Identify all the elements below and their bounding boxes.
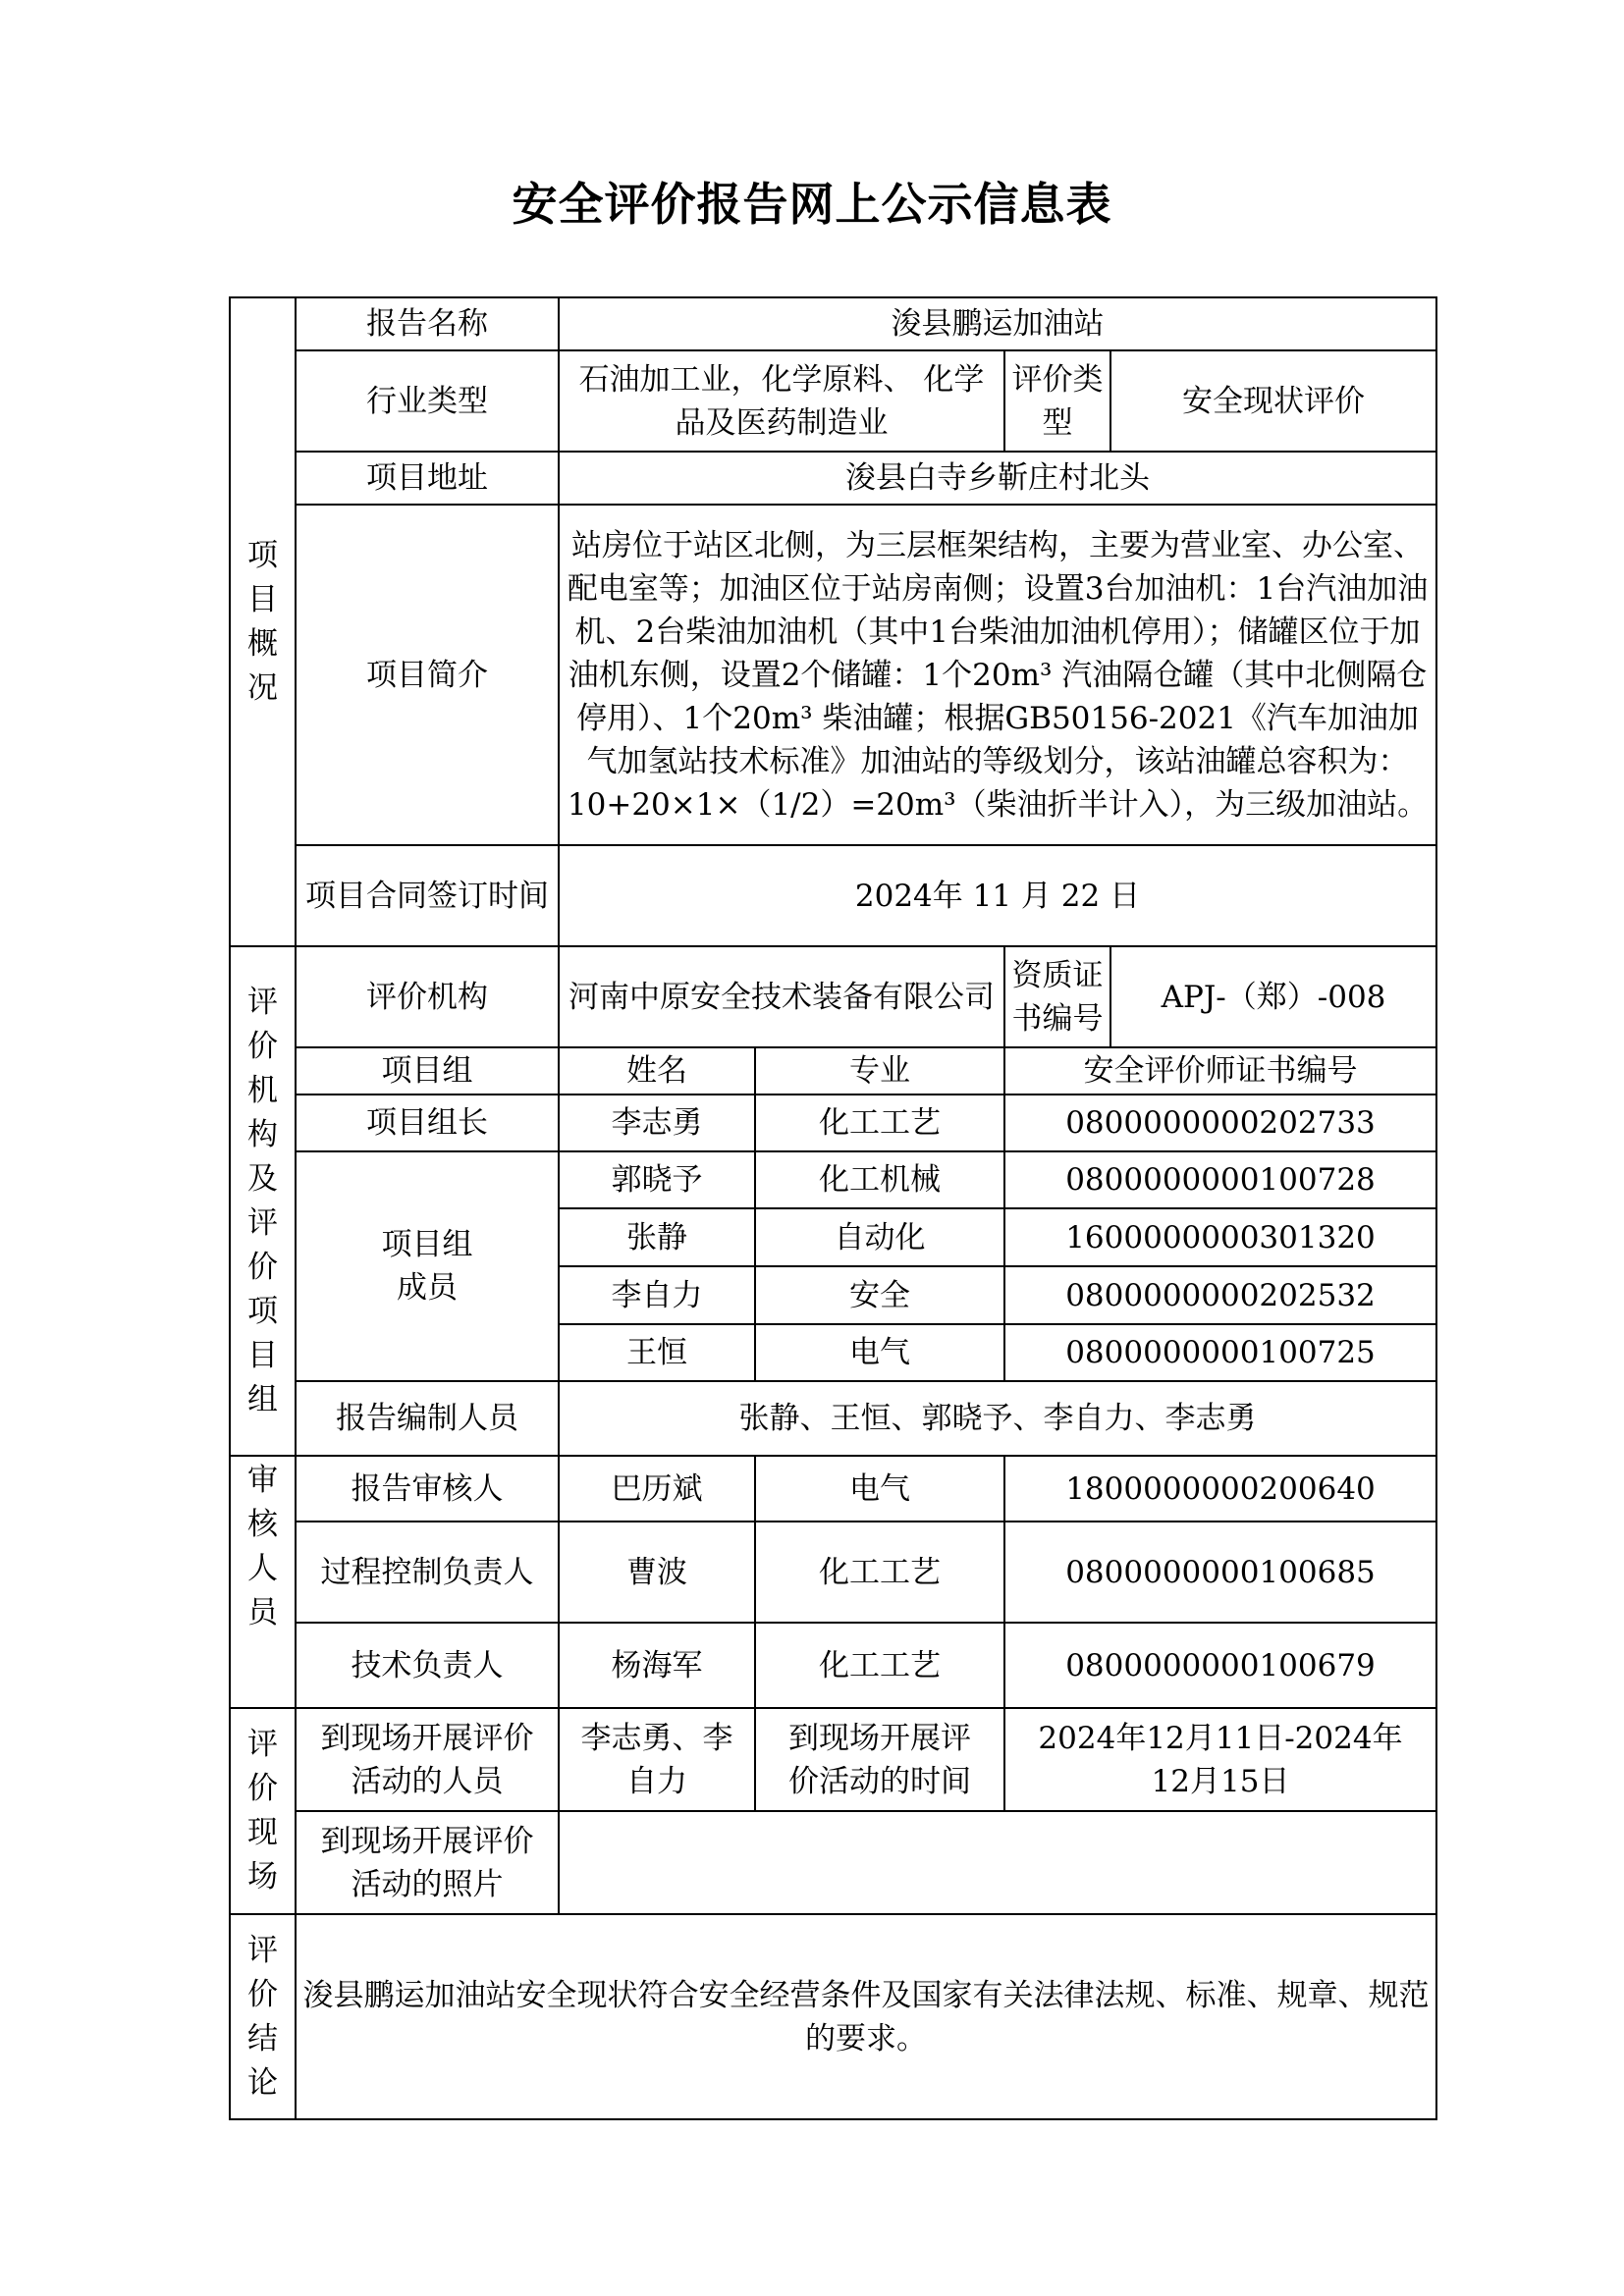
table-row	[230, 1047, 1436, 1095]
table-row	[230, 1381, 1436, 1456]
table-row	[230, 297, 1436, 350]
intro-label: 项目简介	[296, 505, 559, 845]
member-name: 郭晓予	[559, 1151, 755, 1208]
member-cert: 1600000000301320	[1004, 1208, 1436, 1266]
site-time-value: 2024年12月11日-2024年12月15日	[1004, 1708, 1436, 1811]
table-row	[230, 505, 1436, 845]
member-name: 王恒	[559, 1324, 755, 1381]
review-major: 化工工艺	[755, 1623, 1004, 1708]
review-major: 化工工艺	[755, 1522, 1004, 1623]
member-major: 化工机械	[755, 1151, 1004, 1208]
eval-type-label: 评价类型	[1004, 350, 1110, 452]
leader-label: 项目组长	[296, 1095, 559, 1151]
authors-label: 报告编制人员	[296, 1381, 559, 1456]
col-name-header: 姓名	[559, 1047, 755, 1095]
section-org: 评价机构及评价项目组	[230, 946, 296, 1456]
section-conclusion: 评价结论	[230, 1914, 296, 2119]
table-row	[230, 845, 1436, 946]
leader-major: 化工工艺	[755, 1095, 1004, 1151]
site-photos-label: 到现场开展评价活动的照片	[296, 1811, 559, 1914]
review-label: 报告审核人	[296, 1456, 559, 1522]
address-label: 项目地址	[296, 452, 559, 505]
leader-cert: 0800000000202733	[1004, 1095, 1436, 1151]
address-value: 浚县白寺乡靳庄村北头	[559, 452, 1436, 505]
intro-text: 站房位于站区北侧，为三层框架结构，主要为营业室、办公室、配电室等；加油区位于站房南侧；设置3台加油机：1台汽油加油机、2台柴油加油机（其中1台柴油加油机停用）；储罐区位于加油机东侧，设置2个储罐：1个20m³ 汽油隔仓罐（其中北侧隔仓停用）、1个20m³ 柴油罐；根据GB50156-2021《汽车加油加气加氢站技术标准》加油站的等级划分，该站油罐总容积为：10+20×1×（1/2）=20m³（柴油折半计入），为三级加油站。	[559, 505, 1436, 845]
review-label: 技术负责人	[296, 1623, 559, 1708]
table-row	[230, 350, 1436, 452]
table-row	[230, 1623, 1436, 1708]
review-name: 曹波	[559, 1522, 755, 1623]
review-cert: 0800000000100679	[1004, 1623, 1436, 1708]
review-name: 杨海军	[559, 1623, 755, 1708]
info-table	[229, 296, 1437, 2120]
member-cert: 0800000000202532	[1004, 1266, 1436, 1324]
site-photos-value	[559, 1811, 1436, 1914]
review-name: 巴历斌	[559, 1456, 755, 1522]
section-overview: 项目概况	[230, 297, 296, 946]
section-review: 审核人员	[230, 1456, 296, 1708]
table-row	[230, 1811, 1436, 1914]
report-name-label: 报告名称	[296, 297, 559, 350]
member-name: 李自力	[559, 1266, 755, 1324]
site-time-label: 到现场开展评价活动的时间	[755, 1708, 1004, 1811]
member-major: 安全	[755, 1266, 1004, 1324]
agency-value: 河南中原安全技术装备有限公司	[559, 946, 1004, 1047]
member-cert: 0800000000100725	[1004, 1324, 1436, 1381]
contract-date: 2024年 11 月 22 日	[559, 845, 1436, 946]
group-label: 项目组	[296, 1047, 559, 1095]
table-row	[230, 1151, 1436, 1208]
table-row	[230, 946, 1436, 1047]
site-people-label: 到现场开展评价活动的人员	[296, 1708, 559, 1811]
leader-name: 李志勇	[559, 1095, 755, 1151]
industry-label: 行业类型	[296, 350, 559, 452]
cert-label: 资质证书编号	[1004, 946, 1110, 1047]
table-row	[230, 452, 1436, 505]
col-major-header: 专业	[755, 1047, 1004, 1095]
review-cert: 0800000000100685	[1004, 1522, 1436, 1623]
members-label: 项目组成员	[296, 1151, 559, 1381]
col-cert-header: 安全评价师证书编号	[1004, 1047, 1436, 1095]
member-major: 自动化	[755, 1208, 1004, 1266]
page-title: 安全评价报告网上公示信息表	[512, 178, 1112, 231]
section-site: 评价现场	[230, 1708, 296, 1914]
table-row	[230, 1456, 1436, 1522]
table-row	[230, 1914, 1436, 2119]
member-name: 张静	[559, 1208, 755, 1266]
table-row	[230, 1095, 1436, 1151]
authors-value: 张静、王恒、郭晓予、李自力、李志勇	[559, 1381, 1436, 1456]
agency-label: 评价机构	[296, 946, 559, 1047]
site-people-value: 李志勇、李自力	[559, 1708, 755, 1811]
conclusion-text: 浚县鹏运加油站安全现状符合安全经营条件及国家有关法律法规、标准、规章、规范的要求。	[296, 1914, 1436, 2119]
review-major: 电气	[755, 1456, 1004, 1522]
table-row	[230, 1522, 1436, 1623]
report-name: 浚县鹏运加油站	[559, 297, 1436, 350]
contract-label: 项目合同签订时间	[296, 845, 559, 946]
eval-type-value: 安全现状评价	[1110, 350, 1436, 452]
review-cert: 1800000000200640	[1004, 1456, 1436, 1522]
review-label: 过程控制负责人	[296, 1522, 559, 1623]
member-cert: 0800000000100728	[1004, 1151, 1436, 1208]
table-row	[230, 1708, 1436, 1811]
industry-value: 石油加工业，化学原料、 化学品及医药制造业	[559, 350, 1004, 452]
member-major: 电气	[755, 1324, 1004, 1381]
cert-value: APJ-（郑）-008	[1110, 946, 1436, 1047]
